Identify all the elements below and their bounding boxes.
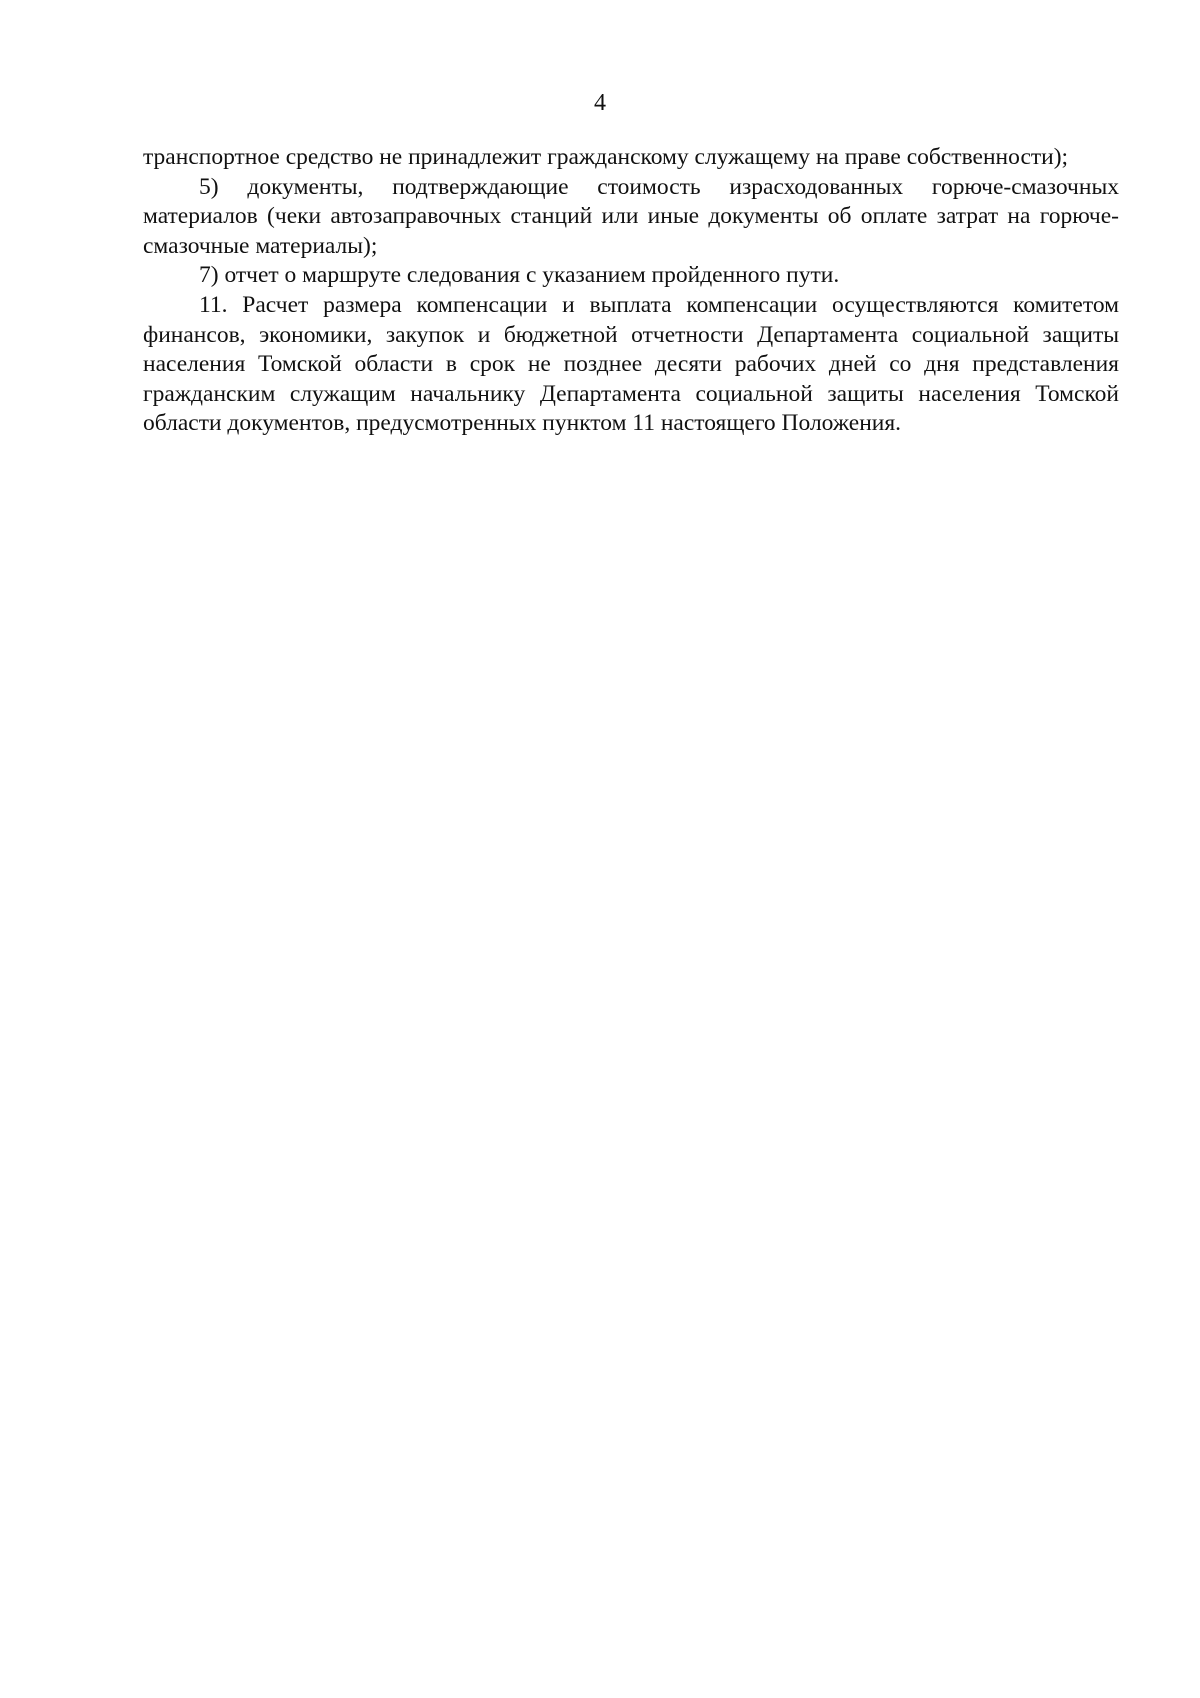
page-number: 4 (594, 90, 606, 116)
paragraph-item-5: 5) документы, подтверждающие стоимость израсходованных горюче-смазочных материалов (чеки автозаправочных станций или иные документы об оплате затрат на горюче-смазочные материалы); (143, 173, 1119, 259)
paragraph-section-11: 11. Расчет размера компенсации и выплата компенсации осуществляются комитетом финансов, экономики, закупок и бюджетной отчетности Департамента социальной защиты населения Томской области в срок не позднее десяти рабочих дней со дня представления гражданским служащим начальнику Департамента социальной защиты населения Томской области документов, предусмотренных пунктом 11 настоящего Положения. (143, 291, 1119, 437)
paragraph-item-7: 7) отчет о маршруте следования с указанием пройденного пути. (199, 262, 840, 289)
document-body (143, 143, 1119, 439)
paragraph-continuation: транспортное средство не принадлежит гражданскому служащему на праве собственности); (143, 144, 1069, 170)
